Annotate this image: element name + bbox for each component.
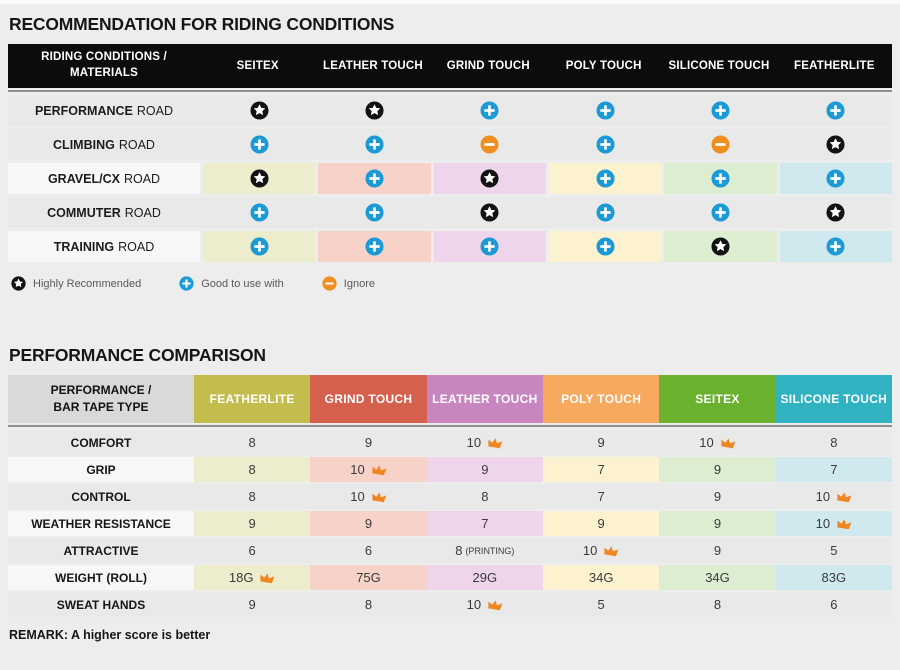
minus-icon bbox=[480, 135, 499, 154]
score-value: 34G bbox=[705, 570, 730, 585]
performance-table-row bbox=[8, 484, 892, 509]
plus-icon bbox=[250, 203, 269, 222]
recommendation-cell bbox=[203, 95, 315, 126]
riding-header-column: GRIND TOUCH bbox=[446, 60, 530, 72]
legend bbox=[11, 276, 892, 291]
score-value: 9 bbox=[713, 516, 722, 531]
recommendation-cell bbox=[203, 231, 315, 262]
performance-table-row bbox=[8, 538, 892, 563]
recommendation-cell bbox=[664, 231, 776, 262]
recommendation-cell bbox=[664, 95, 776, 126]
score-cell bbox=[776, 565, 892, 590]
header-divider bbox=[8, 90, 892, 92]
recommendation-cell bbox=[549, 163, 661, 194]
star-icon bbox=[250, 169, 269, 188]
crown-icon bbox=[487, 599, 503, 612]
tape-type-header-column: GRIND TOUCH bbox=[310, 375, 426, 423]
recommendation-cell bbox=[434, 163, 546, 194]
condition-label: COMMUTER ROAD bbox=[47, 205, 161, 220]
score-value: 9 bbox=[364, 435, 373, 450]
score-value: 83G bbox=[821, 570, 847, 585]
plus-icon bbox=[826, 169, 845, 188]
recommendation-cell bbox=[549, 95, 661, 126]
score-value: 8 bbox=[248, 462, 256, 477]
score-value: 7 bbox=[597, 462, 605, 477]
score-value: 75G bbox=[356, 570, 381, 585]
score-value: 8 bbox=[248, 435, 256, 450]
score-value: 9 bbox=[481, 462, 489, 477]
score-cell bbox=[427, 565, 543, 590]
performance-metric-label: WEIGHT (ROLL) bbox=[8, 565, 194, 590]
score-cell bbox=[543, 538, 659, 563]
score-cell bbox=[776, 457, 892, 482]
crown-icon bbox=[487, 437, 503, 450]
tape-type-header-column: FEATHERLITE bbox=[194, 375, 310, 423]
score-value: 10 bbox=[582, 543, 598, 558]
performance-metric-label: WEATHER RESISTANCE bbox=[8, 511, 194, 536]
performance-metric-label: GRIP bbox=[8, 457, 194, 482]
riding-header-column: LEATHER TOUCH bbox=[323, 60, 423, 72]
score-cell bbox=[659, 457, 775, 482]
score-value: 10 bbox=[815, 516, 831, 531]
recommendation-cell bbox=[318, 95, 430, 126]
star-icon bbox=[826, 135, 845, 154]
score-value: 9 bbox=[364, 516, 373, 531]
performance-table-body bbox=[8, 430, 892, 617]
score-cell bbox=[659, 565, 775, 590]
score-note: (PRINTING) bbox=[465, 545, 515, 556]
score-cell bbox=[427, 592, 543, 617]
score-value: 7 bbox=[830, 462, 838, 477]
riding-table-row bbox=[8, 163, 892, 194]
score-cell bbox=[194, 538, 310, 563]
crown-icon bbox=[720, 437, 736, 450]
score-value: 29G bbox=[472, 570, 498, 585]
recommendation-cell bbox=[203, 163, 315, 194]
header-divider bbox=[8, 425, 892, 427]
crown-icon bbox=[259, 572, 275, 585]
performance-header-label: PERFORMANCE / BAR TAPE TYPE bbox=[8, 375, 194, 423]
riding-table-row bbox=[8, 129, 892, 160]
performance-comparison-section bbox=[8, 345, 892, 642]
score-cell bbox=[659, 592, 775, 617]
score-cell bbox=[194, 484, 310, 509]
star-icon bbox=[250, 101, 269, 120]
crown-icon bbox=[371, 464, 387, 477]
score-cell bbox=[543, 457, 659, 482]
recommendation-cell bbox=[549, 231, 661, 262]
crown-icon bbox=[603, 545, 619, 558]
score-cell bbox=[776, 538, 892, 563]
plus-icon bbox=[711, 203, 730, 222]
score-cell bbox=[543, 592, 659, 617]
score-cell bbox=[659, 430, 775, 455]
crown-icon bbox=[371, 491, 387, 504]
score-cell bbox=[543, 484, 659, 509]
tape-type-header-column: POLY TOUCH bbox=[543, 375, 659, 423]
score-value: 10 bbox=[466, 435, 482, 450]
star-icon bbox=[365, 101, 384, 120]
score-value: 9 bbox=[597, 516, 605, 531]
recommendation-cell bbox=[318, 197, 430, 228]
score-value: 9 bbox=[713, 489, 722, 504]
plus-icon bbox=[596, 237, 615, 256]
condition-label: GRAVEL/CX ROAD bbox=[8, 163, 200, 194]
performance-metric-label: ATTRACTIVE bbox=[63, 543, 139, 558]
plus-icon bbox=[365, 203, 384, 222]
score-value: 8 bbox=[364, 597, 373, 612]
score-cell bbox=[659, 484, 775, 509]
score-cell bbox=[194, 457, 310, 482]
score-cell bbox=[310, 430, 426, 455]
star-icon bbox=[480, 169, 499, 188]
score-cell bbox=[427, 484, 543, 509]
plus-icon bbox=[250, 237, 269, 256]
score-value: 9 bbox=[248, 597, 256, 612]
score-value: 6 bbox=[248, 543, 256, 558]
performance-metric-label: COMFORT bbox=[70, 435, 132, 450]
riding-conditions-section bbox=[8, 14, 892, 291]
plus-icon bbox=[596, 101, 615, 120]
condition-label: PERFORMANCE ROAD bbox=[34, 103, 174, 118]
score-cell bbox=[427, 457, 543, 482]
recommendation-cell bbox=[318, 231, 430, 262]
score-cell bbox=[310, 565, 426, 590]
score-value: 10 bbox=[699, 435, 714, 450]
score-cell bbox=[310, 457, 426, 482]
score-value: 18G bbox=[228, 570, 254, 585]
plus-icon bbox=[711, 169, 730, 188]
star-icon bbox=[11, 276, 26, 291]
performance-table-row bbox=[8, 511, 892, 536]
score-cell bbox=[194, 430, 310, 455]
legend-label: Highly Recommended bbox=[33, 277, 142, 290]
recommendation-cell bbox=[664, 129, 776, 160]
score-cell bbox=[194, 511, 310, 536]
performance-table-header bbox=[8, 375, 892, 423]
crown-icon bbox=[836, 491, 852, 504]
riding-table-body bbox=[8, 95, 892, 262]
remark-text: REMARK: A higher score is better bbox=[9, 628, 211, 642]
plus-icon bbox=[365, 135, 384, 154]
score-value: 10 bbox=[815, 489, 831, 504]
riding-table-row bbox=[8, 197, 892, 228]
score-cell bbox=[194, 592, 310, 617]
recommendation-cell bbox=[203, 197, 315, 228]
legend-label: Ignore bbox=[343, 277, 375, 290]
score-cell bbox=[310, 538, 426, 563]
performance-comparison-title: PERFORMANCE COMPARISON bbox=[9, 345, 266, 365]
score-cell bbox=[659, 511, 775, 536]
legend-item bbox=[179, 276, 284, 291]
score-cell bbox=[776, 484, 892, 509]
score-value: 34G bbox=[588, 570, 614, 585]
score-value: 9 bbox=[713, 543, 722, 558]
recommendation-cell bbox=[780, 163, 892, 194]
recommendation-cell bbox=[318, 129, 430, 160]
condition-label: TRAINING ROAD bbox=[8, 231, 200, 262]
score-cell bbox=[310, 592, 426, 617]
recommendation-cell bbox=[780, 129, 892, 160]
tape-type-header-column: LEATHER TOUCH bbox=[427, 375, 543, 423]
score-cell bbox=[543, 511, 659, 536]
score-value: 7 bbox=[481, 516, 489, 531]
legend-item bbox=[322, 276, 375, 291]
performance-table-row bbox=[8, 565, 892, 590]
score-value: 10 bbox=[350, 462, 365, 477]
score-cell bbox=[427, 511, 543, 536]
performance-table-row bbox=[8, 430, 892, 455]
recommendation-cell bbox=[549, 129, 661, 160]
score-cell bbox=[310, 511, 426, 536]
score-cell bbox=[776, 430, 892, 455]
score-value: 5 bbox=[597, 597, 605, 612]
legend-item bbox=[11, 276, 141, 291]
score-value: 7 bbox=[597, 489, 605, 504]
recommendation-cell bbox=[549, 197, 661, 228]
score-cell bbox=[310, 484, 426, 509]
score-value: 6 bbox=[830, 597, 838, 612]
riding-header-column: POLY TOUCH bbox=[565, 60, 642, 72]
score-value: 6 bbox=[364, 543, 373, 558]
score-cell bbox=[776, 511, 892, 536]
minus-icon bbox=[711, 135, 730, 154]
recommendation-cell bbox=[780, 197, 892, 228]
plus-icon bbox=[826, 237, 845, 256]
plus-icon bbox=[480, 237, 499, 256]
recommendation-cell bbox=[664, 163, 776, 194]
score-value: 8 bbox=[481, 489, 489, 504]
plus-icon bbox=[179, 276, 194, 291]
recommendation-cell bbox=[434, 197, 546, 228]
recommendation-cell bbox=[434, 95, 546, 126]
condition-label: CLIMBING ROAD bbox=[53, 137, 155, 152]
score-value: 8 bbox=[713, 597, 722, 612]
performance-metric-label: CONTROL bbox=[71, 489, 131, 504]
riding-table-row bbox=[8, 95, 892, 126]
score-cell bbox=[427, 430, 543, 455]
score-value: 10 bbox=[350, 489, 365, 504]
score-cell bbox=[543, 565, 659, 590]
tape-type-header-column: SEITEX bbox=[659, 375, 775, 423]
riding-table-header bbox=[8, 44, 892, 88]
minus-icon bbox=[322, 276, 337, 291]
plus-icon bbox=[711, 101, 730, 120]
plus-icon bbox=[250, 135, 269, 154]
score-cell bbox=[776, 592, 892, 617]
score-value: 8 bbox=[455, 543, 463, 558]
score-cell bbox=[194, 565, 310, 590]
recommendation-cell bbox=[434, 129, 546, 160]
score-cell bbox=[543, 430, 659, 455]
score-value: 9 bbox=[597, 435, 605, 450]
recommendation-cell bbox=[203, 129, 315, 160]
score-value: 10 bbox=[466, 597, 482, 612]
plus-icon bbox=[826, 101, 845, 120]
riding-header-label: RIDING CONDITIONS / MATERIALS bbox=[41, 51, 167, 79]
score-value: 5 bbox=[830, 543, 838, 558]
score-value: 8 bbox=[830, 435, 838, 450]
performance-table-row bbox=[8, 592, 892, 617]
recommendation-cell bbox=[664, 197, 776, 228]
score-value: 9 bbox=[713, 462, 722, 477]
legend-label: Good to use with bbox=[201, 277, 284, 290]
recommendation-cell bbox=[780, 231, 892, 262]
plus-icon bbox=[480, 101, 499, 120]
score-cell bbox=[659, 538, 775, 563]
crown-icon bbox=[836, 518, 852, 531]
tape-type-header-column: SILICONE TOUCH bbox=[776, 375, 892, 423]
score-value: 8 bbox=[248, 489, 256, 504]
riding-header-column: SEITEX bbox=[236, 60, 279, 72]
star-icon bbox=[480, 203, 499, 222]
plus-icon bbox=[365, 169, 384, 188]
plus-icon bbox=[596, 135, 615, 154]
plus-icon bbox=[596, 169, 615, 188]
score-value: 9 bbox=[248, 516, 256, 531]
riding-table-row bbox=[8, 231, 892, 262]
performance-table-row bbox=[8, 457, 892, 482]
score-cell bbox=[427, 538, 543, 563]
plus-icon bbox=[596, 203, 615, 222]
riding-header-column: SILICONE TOUCH bbox=[668, 60, 770, 72]
recommendation-cell bbox=[434, 231, 546, 262]
recommendation-cell bbox=[318, 163, 430, 194]
star-icon bbox=[826, 203, 845, 222]
riding-conditions-title: RECOMMENDATION FOR RIDING CONDITIONS bbox=[9, 14, 395, 34]
recommendation-cell bbox=[780, 95, 892, 126]
plus-icon bbox=[365, 237, 384, 256]
star-icon bbox=[711, 237, 730, 256]
riding-header-column: FEATHERLITE bbox=[794, 60, 875, 72]
performance-metric-label: SWEAT HANDS bbox=[56, 597, 146, 612]
